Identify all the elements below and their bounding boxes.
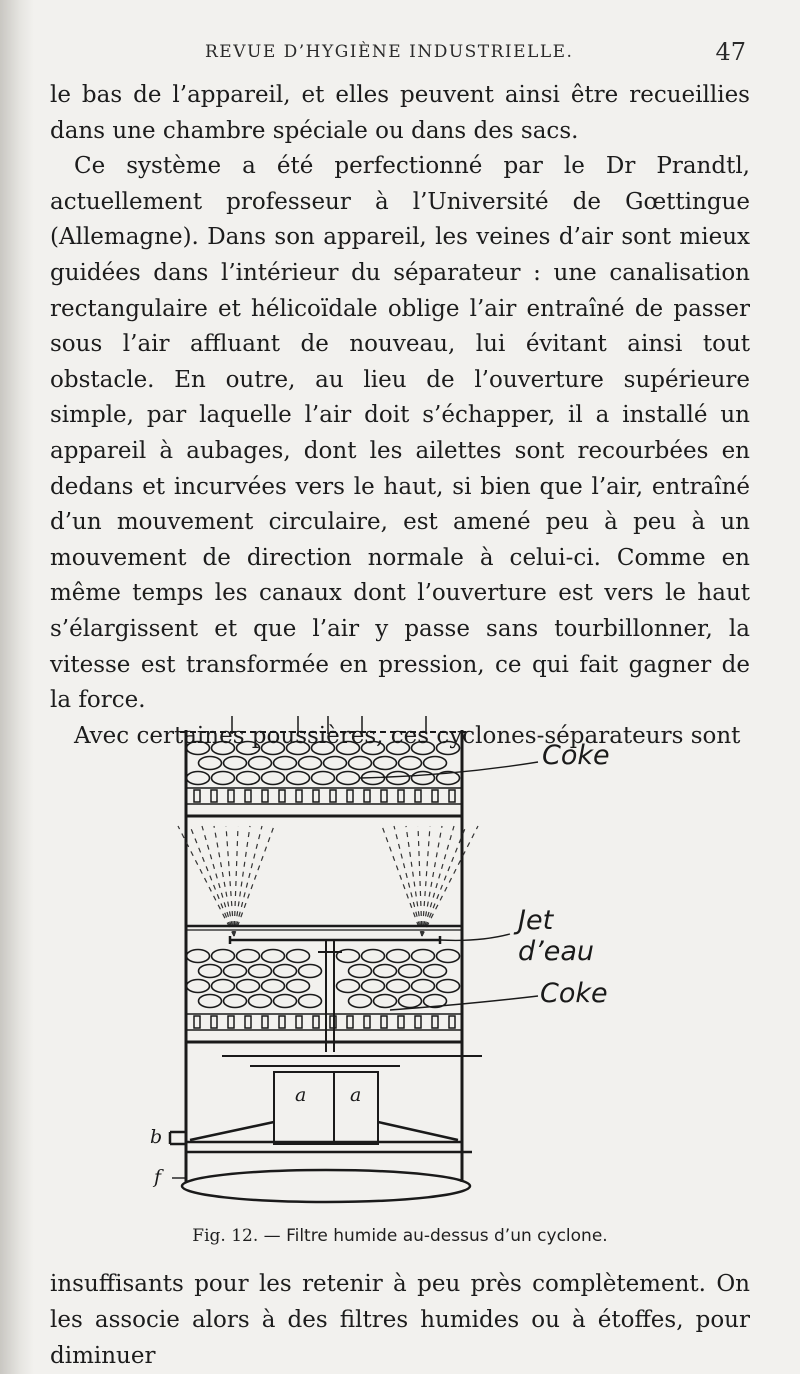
- coke-lump: [374, 995, 397, 1008]
- label-coke-top: Coke: [542, 740, 610, 771]
- grate-bar: [432, 790, 438, 802]
- coke-lump: [412, 950, 435, 963]
- coke-lump: [274, 995, 297, 1008]
- coke-lump: [387, 950, 410, 963]
- coke-lump: [337, 742, 360, 755]
- label-a-right: a: [350, 1084, 362, 1106]
- grate-bar: [211, 790, 217, 802]
- grate-bar: [211, 1016, 217, 1028]
- coke-lump: [387, 772, 410, 785]
- coke-lump: [237, 950, 260, 963]
- caption-number: Fig. 12.: [192, 1226, 259, 1246]
- coke-lump: [287, 950, 310, 963]
- coke-lump: [262, 772, 285, 785]
- label-b: b: [150, 1126, 163, 1148]
- central-pipe: [318, 940, 342, 1052]
- paragraph-1: le bas de l’appareil, et elles peuvent ainsi être recueillies dans une chambre spéciale ou dans des sacs.: [50, 82, 750, 144]
- label-coke-bottom: Coke: [540, 978, 608, 1009]
- coke-lump: [399, 995, 422, 1008]
- coke-lump: [199, 757, 222, 770]
- water-sprays: [178, 826, 478, 936]
- coke-lump: [337, 772, 360, 785]
- spray-line: [382, 826, 422, 936]
- paragraph-continuation: insuffisants pour les retenir à peu près complètement. On les associe alors à des filtres humides ou à étoffes, pour diminuer: [50, 1271, 750, 1369]
- coke-lump: [249, 965, 272, 978]
- cyclone-cone: [170, 1122, 472, 1202]
- coke-lump: [412, 742, 435, 755]
- coke-lump: [224, 757, 247, 770]
- coke-lump: [187, 980, 210, 993]
- coke-lump: [349, 995, 372, 1008]
- coke-lump: [287, 980, 310, 993]
- coke-lump: [299, 965, 322, 978]
- grate-bar: [364, 1016, 370, 1028]
- grate-bar: [347, 1016, 353, 1028]
- upper-coke-bed: [187, 742, 460, 785]
- coke-lump: [387, 742, 410, 755]
- coke-lump: [287, 742, 310, 755]
- page-gutter-shadow: [0, 0, 34, 1374]
- grate-bar: [245, 1016, 251, 1028]
- coke-lump: [274, 965, 297, 978]
- support-rods: [222, 1056, 462, 1144]
- coke-lump: [262, 950, 285, 963]
- coke-lump: [224, 995, 247, 1008]
- coke-lump: [437, 950, 460, 963]
- coke-lump: [237, 980, 260, 993]
- coke-lump: [399, 965, 422, 978]
- coke-lump: [362, 980, 385, 993]
- coke-lump: [299, 995, 322, 1008]
- grate-bar: [398, 790, 404, 802]
- grate-bar: [364, 790, 370, 802]
- coke-lump: [262, 980, 285, 993]
- grate-bar: [313, 790, 319, 802]
- coke-lump: [412, 980, 435, 993]
- coke-lump: [412, 772, 435, 785]
- paragraph-2: Ce système a été perfectionné par le Dr Prandtl, actuellement professeur à l’Université de Gœttingue (Allemagne). Dans son appareil, les veines d’air sont mieux guidées dans l’intérieur du séparateur : une canalisation rectangulaire et hélicoïdale oblige l’air entraîné de passer sous l’air affluant de nouveau, lui évitant ainsi tout obstacle. En outre, au lieu de l’ouverture supérieure simple, par laquelle l’air doit s’échapper, il a installé un appareil à aubages, dont les ailettes sont recourbées en dedans et incurvées vers le haut, si bien que l’air, entraîné d’un mouvement circulaire, est amené peu à peu à un mouvement de direction normale à celui-ci. Comme en même temps les canaux dont l’ouverture est vers le haut s’élargissent et que l’air y passe sans tourbillonner, la vitesse est transformée en pression, ce qui fait gagner de la force.: [50, 153, 750, 714]
- coke-lump: [362, 950, 385, 963]
- grate-bar: [347, 790, 353, 802]
- spray-line: [234, 826, 238, 936]
- grate-bar: [245, 790, 251, 802]
- continuation-text: [50, 1266, 750, 1374]
- figure-caption: [0, 1226, 800, 1246]
- grate-bar: [381, 1016, 387, 1028]
- coke-lump: [274, 757, 297, 770]
- grate-bar: [296, 1016, 302, 1028]
- grate-bar: [330, 790, 336, 802]
- coke-lump: [212, 980, 235, 993]
- coke-lump: [199, 995, 222, 1008]
- coke-lump: [212, 772, 235, 785]
- coke-lump: [287, 772, 310, 785]
- coke-lump: [249, 995, 272, 1008]
- label-jet-deau: Jet d’eau: [518, 905, 594, 967]
- label-a-left: a: [295, 1084, 307, 1106]
- coke-lump: [424, 757, 447, 770]
- spray-line: [418, 826, 422, 936]
- spray-line: [422, 826, 430, 936]
- coke-lump: [187, 742, 210, 755]
- spray-line: [202, 826, 234, 936]
- coke-lump: [437, 980, 460, 993]
- coke-lump: [199, 965, 222, 978]
- coke-lump: [374, 757, 397, 770]
- coke-lump: [424, 965, 447, 978]
- grate-bar: [449, 1016, 455, 1028]
- grate-bar: [279, 1016, 285, 1028]
- grate-bar: [381, 790, 387, 802]
- coke-lump: [262, 742, 285, 755]
- spray-line: [406, 826, 422, 936]
- grate-bar: [194, 790, 200, 802]
- spray-line: [234, 826, 250, 936]
- coke-lump: [187, 772, 210, 785]
- body-text: [50, 78, 750, 754]
- grate-bar: [415, 1016, 421, 1028]
- water-jet-pipe: [186, 926, 462, 944]
- figure-wet-filter: [150, 712, 630, 1220]
- running-head: REVUE D’HYGIÈNE INDUSTRIELLE.: [205, 42, 574, 62]
- spray-line: [422, 826, 442, 936]
- coke-lump: [349, 757, 372, 770]
- label-f: f: [154, 1166, 162, 1188]
- grate-bar: [296, 790, 302, 802]
- coke-lump: [237, 772, 260, 785]
- coke-lump: [399, 757, 422, 770]
- coke-lump: [437, 742, 460, 755]
- grate-bar: [262, 1016, 268, 1028]
- coke-lump: [349, 965, 372, 978]
- spray-line: [422, 826, 454, 936]
- caption-text: — Filtre humide au-dessus d’un cyclone.: [258, 1226, 608, 1246]
- grate-bar: [313, 1016, 319, 1028]
- coke-lump: [337, 980, 360, 993]
- coke-lump: [237, 742, 260, 755]
- grate-bar: [432, 1016, 438, 1028]
- lower-coke-bed: [187, 950, 460, 1008]
- spray-line: [234, 826, 274, 936]
- grate-bar: [279, 790, 285, 802]
- grate-bar: [228, 1016, 234, 1028]
- page-header: [0, 38, 800, 68]
- spray-line: [422, 826, 478, 936]
- grate-bar: [228, 790, 234, 802]
- coke-lump: [324, 757, 347, 770]
- coke-lump: [312, 742, 335, 755]
- label-leaders: [172, 762, 538, 1178]
- paragraph-3: Avec certaines poussières, ces cyclones-séparateurs sont: [74, 722, 741, 749]
- coke-lump: [187, 950, 210, 963]
- grate-bar: [194, 1016, 200, 1028]
- coke-lump: [374, 965, 397, 978]
- grate-bar: [398, 1016, 404, 1028]
- upper-grate: [186, 788, 462, 804]
- coke-lump: [249, 757, 272, 770]
- coke-lump: [212, 742, 235, 755]
- grate-bar: [449, 790, 455, 802]
- page-number: 47: [715, 38, 746, 66]
- spray-line: [214, 826, 234, 936]
- coke-lump: [212, 950, 235, 963]
- coke-lump: [312, 772, 335, 785]
- lower-grate: [186, 1014, 462, 1030]
- spray-line: [226, 826, 234, 936]
- grate-bar: [415, 790, 421, 802]
- coke-lump: [362, 742, 385, 755]
- coke-lump: [387, 980, 410, 993]
- coke-lump: [224, 965, 247, 978]
- coke-lump: [299, 757, 322, 770]
- grate-bar: [262, 790, 268, 802]
